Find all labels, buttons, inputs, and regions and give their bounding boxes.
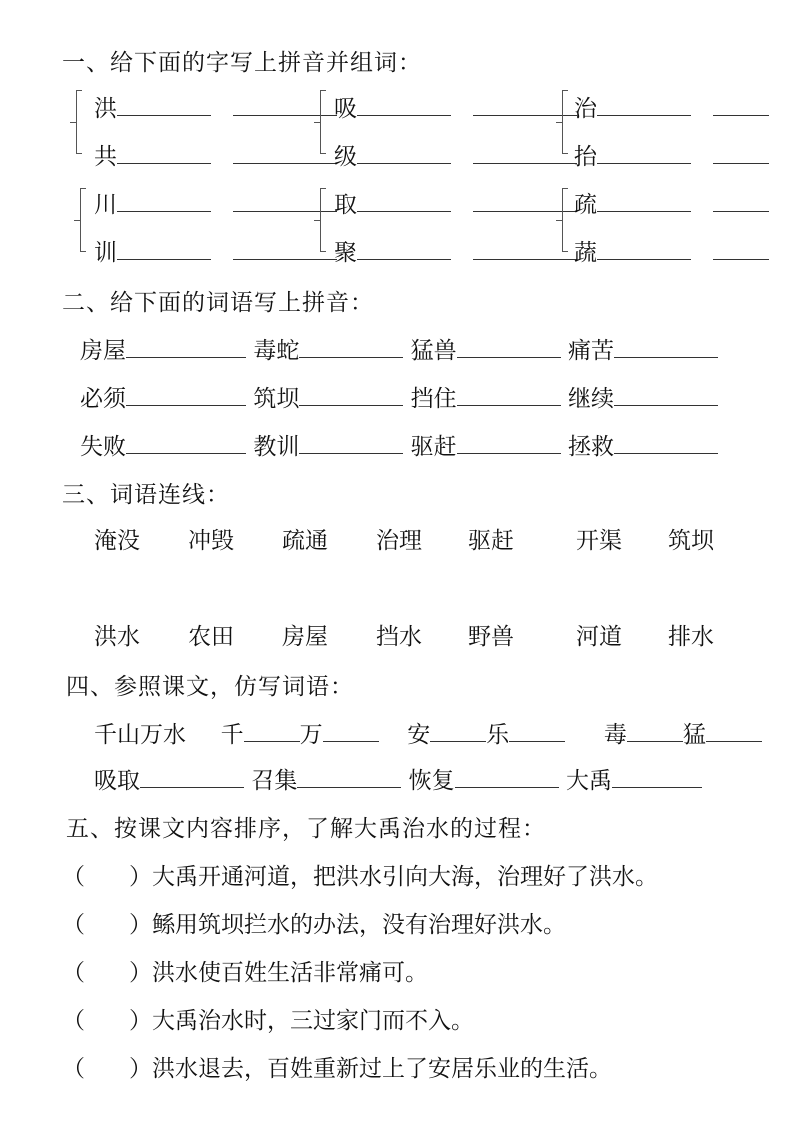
pinyin-blank[interactable]	[299, 387, 403, 406]
word: 筑坝	[253, 386, 300, 412]
pinyin-blank[interactable]	[117, 97, 211, 116]
char: 聚	[334, 240, 357, 266]
order-item-text: 洪水使百姓生活非常痛可。	[152, 960, 428, 986]
match-word-bottom[interactable]: 排水	[668, 624, 714, 650]
match-word-bottom[interactable]: 挡水	[376, 624, 422, 650]
pinyin-blank[interactable]	[597, 193, 691, 212]
order-item-text: 大禹开通河道，把洪水引向大海，治理好了洪水。	[152, 864, 658, 890]
idiom-blank[interactable]	[627, 723, 683, 742]
word: 挡住	[410, 386, 457, 412]
order-item-text: 洪水退去，百姓重新过上了安居乐业的生活。	[152, 1056, 612, 1082]
idiom-example: 千山万水	[94, 722, 186, 748]
word-blank[interactable]	[297, 769, 401, 788]
char: 取	[334, 192, 357, 218]
pattern-char: 万	[299, 722, 323, 748]
pattern-char: 毒	[603, 722, 627, 748]
word: 猛兽	[410, 338, 457, 364]
char: 川	[94, 192, 117, 218]
match-word-top[interactable]: 冲毁	[188, 528, 234, 554]
word-blank[interactable]	[713, 241, 769, 260]
match-word-top[interactable]: 治理	[376, 528, 422, 554]
pattern-char: 猛	[682, 722, 706, 748]
order-item	[62, 954, 428, 987]
pinyin-blank[interactable]	[457, 435, 561, 454]
idiom-blank[interactable]	[244, 723, 300, 742]
char: 训	[94, 240, 117, 266]
section4-title: 四、参照课文，仿写词语：	[66, 674, 354, 700]
order-item-text: 大禹治水时，三过家门而不入。	[152, 1008, 474, 1034]
word-row	[80, 380, 718, 413]
pinyin-blank[interactable]	[597, 97, 691, 116]
match-word-top[interactable]: 淹没	[94, 528, 140, 554]
word: 召集	[251, 768, 298, 794]
match-word-bottom[interactable]: 野兽	[468, 624, 514, 650]
idiom-blank[interactable]	[509, 723, 565, 742]
order-item	[62, 858, 658, 891]
pattern-char: 千	[220, 722, 244, 748]
pinyin-blank[interactable]	[357, 145, 451, 164]
pinyin-blank[interactable]	[299, 339, 403, 358]
section1-title: 一、给下面的字写上拼音并组词：	[62, 50, 422, 76]
word: 吸取	[94, 768, 140, 794]
word: 大禹	[565, 768, 612, 794]
section2-title: 二、给下面的词语写上拼音：	[62, 290, 374, 316]
pinyin-blank[interactable]	[357, 193, 451, 212]
word-blank[interactable]	[612, 769, 702, 788]
pinyin-blank[interactable]	[614, 435, 718, 454]
idiom-blank[interactable]	[323, 723, 379, 742]
char: 治	[574, 96, 597, 122]
word-row	[80, 428, 718, 461]
word: 教训	[253, 434, 300, 460]
pinyin-blank[interactable]	[117, 145, 211, 164]
word: 继续	[567, 386, 614, 412]
order-item	[62, 906, 566, 939]
section5-title: 五、按课文内容排序，了解大禹治水的过程：	[66, 816, 546, 842]
order-blank[interactable]: （ ）	[62, 1008, 152, 1034]
word: 拯救	[567, 434, 614, 460]
word-blank[interactable]	[713, 193, 769, 212]
pinyin-blank[interactable]	[126, 339, 246, 358]
pinyin-blank[interactable]	[117, 241, 211, 260]
word-blank[interactable]	[455, 769, 559, 788]
section3-title: 三、词语连线：	[62, 482, 230, 508]
pinyin-blank[interactable]	[117, 193, 211, 212]
match-word-bottom[interactable]: 房屋	[282, 624, 328, 650]
pinyin-blank[interactable]	[126, 387, 246, 406]
order-item	[62, 1002, 474, 1035]
char: 疏	[574, 192, 597, 218]
word: 痛苦	[567, 338, 614, 364]
word-blank[interactable]	[140, 769, 244, 788]
word: 毒蛇	[253, 338, 300, 364]
pinyin-blank[interactable]	[299, 435, 403, 454]
idiom-blank[interactable]	[706, 723, 762, 742]
word: 必须	[80, 386, 126, 412]
match-word-bottom[interactable]: 农田	[188, 624, 234, 650]
pinyin-blank[interactable]	[357, 241, 451, 260]
word-blank[interactable]	[713, 97, 769, 116]
pinyin-blank[interactable]	[126, 435, 246, 454]
pinyin-blank[interactable]	[457, 339, 561, 358]
match-word-bottom[interactable]: 洪水	[94, 624, 140, 650]
word: 失败	[80, 434, 126, 460]
order-blank[interactable]: （ ）	[62, 864, 152, 890]
word: 驱赶	[410, 434, 457, 460]
char: 共	[94, 144, 117, 170]
char: 抬	[574, 144, 597, 170]
pinyin-blank[interactable]	[597, 241, 691, 260]
order-item-text: 鲧用筑坝拦水的办法，没有治理好洪水。	[152, 912, 566, 938]
word-blank[interactable]	[713, 145, 769, 164]
char: 级	[334, 144, 357, 170]
idiom-row	[94, 716, 762, 749]
idiom-blank[interactable]	[430, 723, 486, 742]
match-word-top[interactable]: 开渠	[576, 528, 622, 554]
word: 房屋	[80, 338, 126, 364]
order-blank[interactable]: （ ）	[62, 1056, 152, 1082]
pattern-char: 安	[407, 722, 431, 748]
char: 洪	[94, 96, 117, 122]
match-word-top[interactable]: 驱赶	[468, 528, 514, 554]
match-word-bottom[interactable]: 河道	[576, 624, 622, 650]
pinyin-blank[interactable]	[457, 387, 561, 406]
pinyin-blank[interactable]	[597, 145, 691, 164]
word-row	[94, 762, 702, 795]
match-word-top[interactable]: 疏通	[282, 528, 328, 554]
order-blank[interactable]: （ ）	[62, 912, 152, 938]
order-item	[62, 1050, 612, 1083]
pinyin-blank[interactable]	[614, 387, 718, 406]
char: 蔬	[574, 240, 597, 266]
word-row	[80, 332, 718, 365]
match-word-top[interactable]: 筑坝	[668, 528, 714, 554]
order-blank[interactable]: （ ）	[62, 960, 152, 986]
pinyin-blank[interactable]	[357, 97, 451, 116]
pinyin-blank[interactable]	[614, 339, 718, 358]
word: 恢复	[408, 768, 455, 794]
pattern-char: 乐	[486, 722, 510, 748]
char: 吸	[334, 96, 357, 122]
